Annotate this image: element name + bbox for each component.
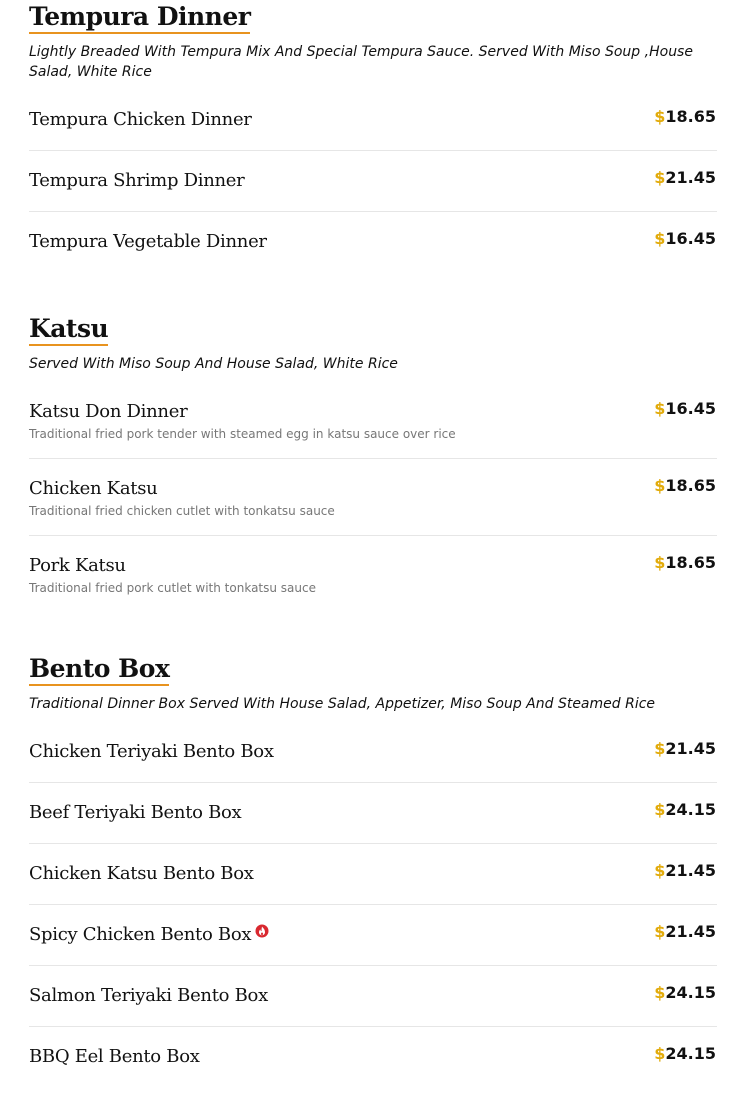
item-name: Tempura Shrimp Dinner [29,170,245,191]
section-description: Lightly Breaded With Tempura Mix And Special Tempura Sauce. Served With Miso Soup ,House Salad, White Rice [29,44,693,80]
menu-item-chicken-katsu-bento-box[interactable] [29,844,717,905]
currency-symbol: $ [654,168,666,187]
menu-item-bbq-eel-bento-box[interactable] [29,1027,717,1088]
item-name: Chicken Katsu [29,478,158,499]
menu-item-tempura-chicken-dinner[interactable] [29,90,717,151]
price-value: 21.45 [665,861,716,880]
item-price [654,399,716,419]
price-value: 16.45 [665,399,716,418]
price-value: 21.45 [665,922,716,941]
currency-symbol: $ [654,922,666,941]
currency-symbol: $ [654,229,666,248]
currency-symbol: $ [654,983,666,1002]
item-price [654,861,716,881]
item-price [654,739,716,759]
item-price [654,922,716,942]
price-value: 21.45 [665,739,716,758]
item-name-text: Spicy Chicken Bento Box [29,924,252,945]
menu-item-chicken-teriyaki-bento-box[interactable] [29,722,717,783]
currency-symbol: $ [654,800,666,819]
item-name: Pork Katsu [29,555,126,576]
currency-symbol: $ [654,553,666,572]
section-title: Tempura Dinner [29,2,250,34]
item-description: Traditional fried pork tender with steamed egg in katsu sauce over rice [29,427,456,441]
item-name: BBQ Eel Bento Box [29,1046,200,1067]
menu-item-spicy-chicken-bento-box[interactable] [29,905,717,966]
item-price [654,1044,716,1064]
price-value: 24.15 [665,1044,716,1063]
price-value: 18.65 [665,476,716,495]
currency-symbol: $ [654,476,666,495]
item-name: Tempura Chicken Dinner [29,109,252,130]
item-price [654,107,716,127]
section-title: Bento Box [29,654,169,686]
item-name: Chicken Katsu Bento Box [29,863,254,884]
item-price [654,229,716,249]
section-description: Served With Miso Soup And House Salad, White Rice [29,356,398,372]
section-title: Katsu [29,314,108,346]
menu-item-beef-teriyaki-bento-box[interactable] [29,783,717,844]
item-description: Traditional fried chicken cutlet with tonkatsu sauce [29,504,335,518]
menu-item-salmon-teriyaki-bento-box[interactable] [29,966,717,1027]
item-name [29,923,269,947]
item-name: Chicken Teriyaki Bento Box [29,741,274,762]
menu-item-chicken-katsu[interactable] [29,459,717,536]
menu-item-tempura-shrimp-dinner[interactable] [29,151,717,212]
item-price [654,168,716,188]
price-value: 18.65 [665,553,716,572]
spicy-flame-icon [255,921,269,945]
currency-symbol: $ [654,399,666,418]
item-name: Salmon Teriyaki Bento Box [29,985,268,1006]
item-price [654,553,716,573]
currency-symbol: $ [654,739,666,758]
price-value: 16.45 [665,229,716,248]
price-value: 21.45 [665,168,716,187]
item-name: Katsu Don Dinner [29,401,188,422]
currency-symbol: $ [654,861,666,880]
currency-symbol: $ [654,107,666,126]
price-value: 18.65 [665,107,716,126]
item-price [654,800,716,820]
currency-symbol: $ [654,1044,666,1063]
item-name: Beef Teriyaki Bento Box [29,802,242,823]
price-value: 24.15 [665,983,716,1002]
menu-item-pork-katsu[interactable] [29,536,717,613]
price-value: 24.15 [665,800,716,819]
menu-item-katsu-don-dinner[interactable] [29,382,717,459]
section-description: Traditional Dinner Box Served With House Salad, Appetizer, Miso Soup And Steamed Rice [29,696,656,712]
item-description: Traditional fried pork cutlet with tonkatsu sauce [29,581,316,595]
menu-item-tempura-vegetable-dinner[interactable] [29,212,717,273]
item-name: Tempura Vegetable Dinner [29,231,267,252]
item-price [654,476,716,496]
item-price [654,983,716,1003]
